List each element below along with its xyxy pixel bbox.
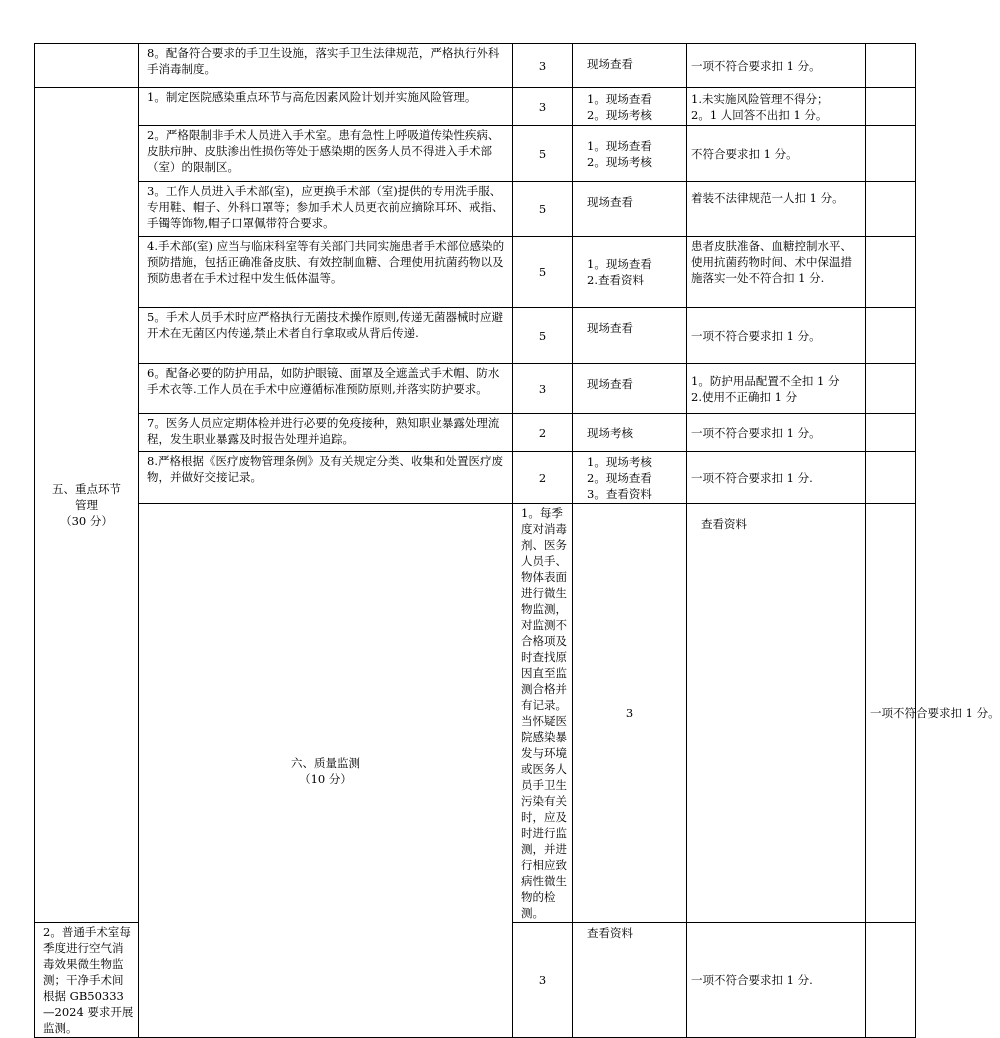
method-line: 2.查看资料 <box>587 273 644 287</box>
item-score: 3 <box>513 923 573 1038</box>
remarks-cell <box>866 364 916 414</box>
deduction-line: 1。防护用品配置不全扣 1 分 <box>691 373 840 388</box>
deduction-line: 一项不符合要求扣 1 分。 <box>691 328 821 343</box>
item-content: 3。工作人员进入手术部(室)，应更换手术部（室)提供的专用洗手服、专用鞋、帽子、外科口罩等；参加手术人员更衣前应摘除耳环、戒指、手镯等饰物,帽子口罩佩带符合要求。 <box>139 182 513 237</box>
table-row <box>35 126 916 182</box>
remarks-cell <box>866 44 916 88</box>
category-cell <box>35 88 139 923</box>
category-points: （10 分） <box>299 771 352 786</box>
method-line: 查看资料 <box>587 926 633 940</box>
method-line: 2。现场查看 <box>587 470 652 485</box>
deduction-cell <box>687 364 866 414</box>
table-row <box>35 88 916 126</box>
method-line: 查看资料 <box>701 517 747 531</box>
deduction-cell <box>866 504 1000 923</box>
method-line: 1。现场查看 <box>587 91 652 106</box>
item-score: 5 <box>513 237 573 308</box>
deduction-cell <box>687 452 866 504</box>
deduction-cell <box>687 414 866 452</box>
category-cell-empty <box>35 44 139 88</box>
table-row <box>35 308 916 364</box>
deduction-line: 1.未实施风险管理不得分； <box>691 91 829 106</box>
deduction-cell <box>687 88 866 126</box>
table-row <box>35 414 916 452</box>
item-content: 8。配备符合要求的手卫生设施，落实手卫生法律规范，严格执行外科手消毒制度。 <box>139 44 513 88</box>
item-score: 5 <box>513 182 573 237</box>
method-cell <box>573 414 687 452</box>
method-line: 现场查看 <box>587 195 633 209</box>
deduction-cell <box>687 308 866 364</box>
deduction-cell <box>687 126 866 182</box>
item-content: 2。普通手术室每季度进行空气消毒效果微生物监测；干净手术间根据 GB50333—2024 要求开展监测。 <box>35 923 139 1038</box>
method-line: 1。现场查看 <box>587 257 652 271</box>
item-content: 7。医务人员应定期体检并进行必要的免疫接种，熟知职业暴露处理流程，发生职业暴露及时报告处理并追踪。 <box>139 414 513 452</box>
deduction-line: 一项不符合要求扣 1 分。 <box>691 425 821 440</box>
deduction-line: 一项不符合要求扣 1 分. <box>691 973 813 987</box>
item-score: 5 <box>513 308 573 364</box>
method-line: 2。现场考核 <box>587 107 652 122</box>
table-row <box>35 364 916 414</box>
method-line: 1。现场查看 <box>587 138 652 153</box>
method-line: 现场查看 <box>587 321 633 335</box>
deduction-cell <box>687 923 866 1038</box>
method-cell <box>573 126 687 182</box>
item-score: 3 <box>513 364 573 414</box>
category-name-2: 管理 <box>75 498 98 512</box>
deduction-cell <box>687 44 866 88</box>
remarks-cell <box>866 308 916 364</box>
checklist-table <box>34 43 1000 1038</box>
table-row <box>35 504 916 923</box>
item-content: 1。制定医院感染重点环节与高危因素风险计划并实施风险管理。 <box>139 88 513 126</box>
category-name: 六、质量监测 <box>291 755 360 770</box>
item-score: 5 <box>513 126 573 182</box>
item-score: 3 <box>513 44 573 88</box>
item-score: 2 <box>513 414 573 452</box>
remarks-cell <box>866 88 916 126</box>
method-line: 1。现场考核 <box>587 454 652 469</box>
method-cell <box>573 88 687 126</box>
remarks-cell <box>866 126 916 182</box>
deduction-cell: 着装不法律规范一人扣 1 分。 <box>687 182 866 237</box>
item-content: 1。每季度对消毒剂、医务人员手、物体表面进行微生物监测，对监测不合格项及时查找原因直至监测合格并有记录。当怀疑医院感染暴发与环境或医务人员手卫生污染有关时，应及时进行监测，并进行相应致病性微生物的检测。 <box>513 504 573 923</box>
method-cell <box>573 452 687 504</box>
category-cell <box>139 504 513 1038</box>
item-content: 4.手术部(室) 应当与临床科室等有关部门共同实施患者手术部位感染的预防措施，包括正确准备皮肤、有效控制血糖、合理使用抗菌药物以及预防患者在手术过程中发生低体温等。 <box>139 237 513 308</box>
deduction-line: 一项不符合要求扣 1 分。 <box>691 58 821 73</box>
item-score: 3 <box>573 504 687 923</box>
category-name: 五、重点环节 <box>52 482 121 496</box>
deduction-line: 一项不符合要求扣 1 分. <box>691 470 813 485</box>
item-content: 5。手术人员手术时应严格执行无菌技术操作原则,传递无菌器械时应避开术在无菌区内传递,禁止术者自行拿取或从背后传递. <box>139 308 513 364</box>
method-line: 现场查看 <box>587 57 633 71</box>
remarks-cell <box>866 414 916 452</box>
remarks-cell <box>866 923 916 1038</box>
table-row <box>35 237 916 308</box>
remarks-cell <box>866 182 916 237</box>
method-line: 现场考核 <box>587 425 633 440</box>
item-score: 2 <box>513 452 573 504</box>
method-line: 现场查看 <box>587 377 633 391</box>
deduction-line: 不符合要求扣 1 分。 <box>691 146 798 161</box>
table-row <box>35 452 916 504</box>
table-row <box>35 44 916 88</box>
category-points: （30 分） <box>60 514 113 528</box>
item-content: 2。严格限制非手术人员进入手术室。患有急性上呼吸道传染性疾病、皮肤疖肿、皮肤渗出性损伤等处于感染期的医务人员不得进入手术部（室）的限制区。 <box>139 126 513 182</box>
method-line: 3。查看资料 <box>587 486 652 501</box>
deduction-line: 2。1 人回答不出扣 1 分。 <box>691 107 828 122</box>
remarks-cell <box>866 237 916 308</box>
deduction-line: 2.使用不正确扣 1 分 <box>691 389 798 404</box>
remarks-cell <box>866 452 916 504</box>
item-content: 8.严格根据《医疗废物管理条例》及有关规定分类、收集和处置医疗废物，并做好交接记录。 <box>139 452 513 504</box>
method-cell <box>573 237 687 308</box>
deduction-line: 一项不符合要求扣 1 分。 <box>870 706 1000 720</box>
item-content: 6。配备必要的防护用品，如防护眼镜、面罩及全遮盖式手术帽、防水手术衣等.工作人员在手术中应遵循标准预防原则,并落实防护要求。 <box>139 364 513 414</box>
deduction-cell: 患者皮肤准备、血糖控制水平、使用抗菌药物时间、术中保温措施落实一处不符合扣 1 分. <box>687 237 866 308</box>
method-line: 2。现场考核 <box>587 154 652 169</box>
item-score: 3 <box>513 88 573 126</box>
table-row <box>35 182 916 237</box>
